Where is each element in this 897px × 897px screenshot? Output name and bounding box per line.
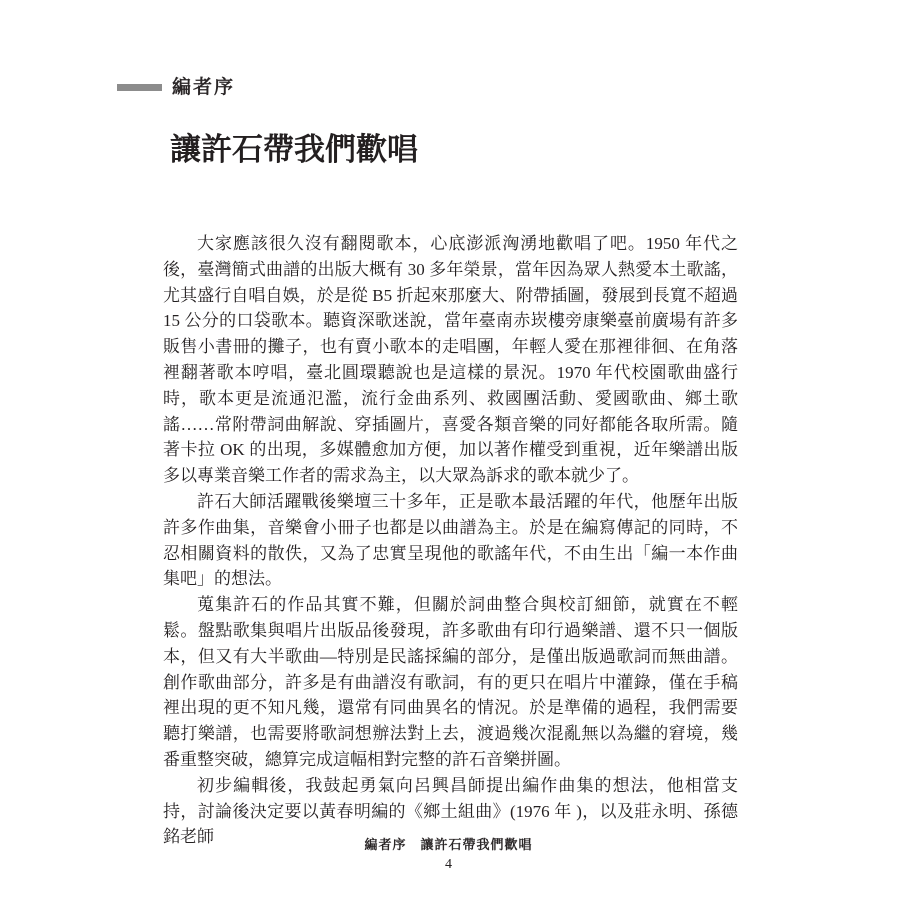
paragraph: 初步編輯後，我鼓起勇氣向呂興昌師提出編作曲集的想法，他相當支持，討論後決定要以黃春明編的《鄉土組曲》(1976 年 )，以及莊永明、孫德銘老師 (163, 775, 738, 847)
paragraph: 大家應該很久沒有翻閱歌本，心底澎派洶湧地歡唱了吧。1950 年代之後，臺灣簡式曲譜的出版大概有 30 多年榮景，當年因為眾人熱愛本土歌謠，尤其盛行自唱自娛，於是從 B5 折起來那麼大、附帶插圖，發展到長寬不超過 15 公分的口袋歌本。聽資深歌迷說，當年臺南赤崁樓旁康樂臺前廣場有許多販售小書冊的攤子，也有賣小歌本的走唱團，年輕人愛在那裡徘徊、在角落裡翻著歌本哼唱，臺北圓環聽說也是這樣的景況。1970 年代校園歌曲盛行時，歌本更是流通氾濫，流行金曲系列、救國團活動、愛國歌曲、鄉土歌謠……常附帶詞曲解說、穿插圖片，喜愛各類音樂的同好都能各取所需。隨著卡拉 OK 的出現，多媒體愈加方便，加以著作權受到重視，近年樂譜出版多以專業音樂工作者的需求為主，以大眾為訴求的歌本就少了。 (163, 234, 738, 486)
page-number: 4 (445, 857, 452, 872)
paragraph: 許石大師活躍戰後樂壇三十多年，正是歌本最活躍的年代，他歷年出版許多作曲集，音樂會小冊子也都是以曲譜為主。於是在編寫傳記的同時，不忍相關資料的散佚，又為了忠實呈現他的歌謠年代，不由生出「編一本作曲集吧」的想法。 (163, 491, 738, 589)
section-label: 編者序 (172, 77, 236, 98)
page-footer (0, 834, 897, 873)
page-title: 讓許石帶我們歡唱 (170, 131, 418, 167)
footer-book-title: 讓許石帶我們歡唱 (420, 837, 533, 852)
section-accent-bar (117, 84, 162, 91)
running-footer (0, 834, 897, 853)
paragraph: 蒐集許石的作品其實不難，但關於詞曲整合與校訂細節，就實在不輕鬆。盤點歌集與唱片出版品後發現，許多歌曲有印行過樂譜、還不只一個版本，但又有大半歌曲—特別是民謠採編的部分，是僅出版過歌詞而無曲譜。創作歌曲部分，許多是有曲譜沒有歌詞，有的更只在唱片中灌錄，僅在手稿裡出現的更不知凡幾，還常有同曲異名的情況。於是準備的過程，我們需要聽打樂譜，也需要將歌詞想辦法對上去，渡過幾次混亂無以為繼的窘境，幾番重整突破，總算完成這幅相對完整的許石音樂拼圖。 (163, 595, 738, 769)
body-text-block (163, 231, 738, 850)
footer-section-label: 編者序 (364, 837, 407, 852)
